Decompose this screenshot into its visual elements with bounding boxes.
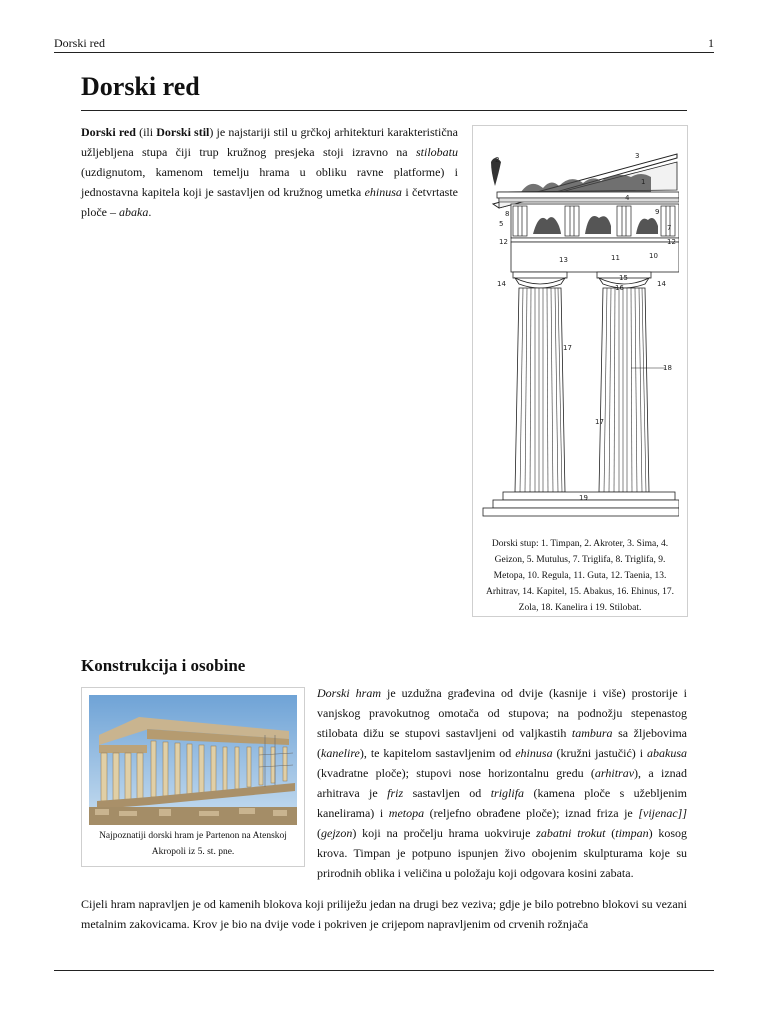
- text-run: (: [317, 826, 321, 840]
- text-run: ), a iznad arhitrava je: [317, 766, 687, 800]
- label-17-upper: 17: [563, 344, 572, 352]
- link-tambur[interactable]: tambura: [571, 726, 613, 740]
- label-8: 8: [505, 210, 510, 218]
- doric-column-figure: [472, 125, 688, 617]
- text-run: ) je najstariji stil u grčkoj arhitekturi karakteristična užljebljena stupa čiji trup kružnog presjeka stoji izravno na: [81, 125, 458, 159]
- link-kanelire[interactable]: kanelire: [321, 746, 360, 760]
- text-run: ) koji na pročelju hrama uokviruje: [352, 826, 537, 840]
- link-metopa[interactable]: metopa: [388, 806, 425, 820]
- text-run: (: [605, 826, 616, 840]
- label-7: 7: [667, 224, 672, 232]
- label-5: 5: [499, 220, 504, 228]
- label-14-right: 14: [657, 280, 666, 288]
- label-12-right: 12: [667, 238, 676, 246]
- parthenon-figure: [81, 687, 305, 867]
- label-9: 9: [655, 208, 660, 216]
- text-run: (kvadratne ploče); stupovi nose horizontalnu gredu (: [317, 766, 595, 780]
- link-stilobat[interactable]: stilobatu: [415, 145, 458, 159]
- text-run: ), te kapitelom sastavljenim od: [359, 746, 516, 760]
- link-vijenac[interactable]: [vijenac]]: [638, 806, 687, 820]
- label-10: 10: [649, 252, 658, 260]
- page-title: Dorski red: [81, 72, 200, 101]
- step-bottom: [483, 508, 679, 516]
- blocks-paragraph: Cijeli hram napravljen je od kamenih blokova koji priliježu jedan na drugi bez veziva; gdje je bilo potrebno blokovi su vezani metalnim zakovicama. Krov je bio na dvije vode i pokriven je crijepom napravljenim od crvenih rožnjača: [81, 897, 687, 931]
- term-dorski-stil: Dorski stil: [156, 125, 210, 139]
- label-17-lower: 17: [595, 418, 604, 426]
- mutulus: [499, 198, 679, 202]
- header-rule: [54, 52, 714, 53]
- intro-paragraph: [81, 122, 458, 222]
- label-19: 19: [579, 494, 588, 502]
- label-11: 11: [611, 254, 620, 262]
- text-run: sa žljebovima (: [317, 726, 687, 760]
- text-run: (reljefno obrađene ploče); iznad friza je: [424, 806, 639, 820]
- link-abak[interactable]: abaka: [119, 205, 149, 219]
- parthenon-photo[interactable]: [89, 695, 297, 825]
- text-run: (ili: [135, 125, 157, 139]
- text-run: (uzdignutom, kamenom temelju hrama u obliku ravne platforme) i jednostavna kapitela koji je sastavljen od kružnog umetka: [81, 165, 458, 199]
- link-dorski-hram[interactable]: Dorski hram: [317, 686, 382, 700]
- text-run: je uzdužna građevina od dvije (kasnije i više) prostorije i vanjskog pravokutnog omotača od stupova; na podnožju stepenastog stilobata dižu se stupovi sastavljeni od valjkastih: [317, 686, 687, 740]
- link-abakus[interactable]: abakusa: [647, 746, 687, 760]
- label-15: 15: [619, 274, 628, 282]
- label-1: 1: [641, 178, 646, 186]
- stylobate: [503, 492, 675, 500]
- abacus-left: [513, 272, 567, 278]
- label-18: 18: [663, 364, 672, 372]
- construction-paragraph: [317, 683, 687, 883]
- link-arhitrav[interactable]: arhitrav: [594, 766, 635, 780]
- figure2-caption: Najpoznatiji dorski hram je Partenon na Atenskoj Akropoli iz 5. st. pne.: [99, 831, 287, 857]
- link-triglif[interactable]: triglifa: [490, 786, 525, 800]
- running-title: Dorski red: [54, 36, 105, 50]
- title-rule: [81, 110, 687, 111]
- text-run: i četvrtaste ploče –: [81, 185, 458, 219]
- link-ehinus[interactable]: ehinusa: [515, 746, 553, 760]
- taenia: [511, 238, 679, 242]
- label-16: 16: [615, 284, 624, 292]
- doric-order-diagram: [481, 132, 679, 532]
- text-run: (kružni jastučić) i: [552, 746, 647, 760]
- text-run: sastavljen od: [403, 786, 491, 800]
- label-14-left: 14: [497, 280, 506, 288]
- echinus-left: [515, 278, 565, 288]
- section-heading: Konstrukcija i osobine: [81, 656, 246, 675]
- term-dorski-red: Dorski red: [81, 125, 136, 139]
- figure1-caption: Dorski stup: 1. Timpan, 2. Akroter, 3. Sima, 4. Geizon, 5. Mutulus, 7. Triglifa, 8. Triglifa, 9. Metopa, 10. Regula, 11. Guta, 12. Taenia, 13. Arhitrav, 14. Kapitel, 15. Abakus, 16. Ehinus, 17. Zola, 18. Kanelira i 19. Stilobat.: [485, 539, 675, 613]
- label-12-left: 12: [499, 238, 508, 246]
- label-3: 3: [635, 152, 640, 160]
- link-gejzon[interactable]: gejzon: [321, 826, 353, 840]
- label-4: 4: [625, 194, 630, 202]
- label-2: 2: [495, 156, 500, 164]
- text-run: .: [148, 205, 152, 219]
- link-zabatni-trokut[interactable]: zabatni trokut: [536, 826, 606, 840]
- text-run: (kamena ploče s užebljenim kanelirama) i: [317, 786, 687, 820]
- page-number: 1: [708, 36, 714, 50]
- geison: [497, 192, 679, 198]
- link-ehinus[interactable]: ehinusa: [364, 185, 402, 199]
- link-timpan[interactable]: timpan: [615, 826, 649, 840]
- label-13: 13: [559, 256, 568, 264]
- footer-rule: [54, 970, 714, 971]
- link-friz[interactable]: friz: [387, 786, 404, 800]
- architrave-front: [99, 745, 147, 753]
- text-run: ) kosog krova. Timpan je potpuno ispunjen živo obojenim skulpturama koje su prirodnih oblika i veličina u položaju koji odgovara kosini zabata.: [317, 826, 687, 880]
